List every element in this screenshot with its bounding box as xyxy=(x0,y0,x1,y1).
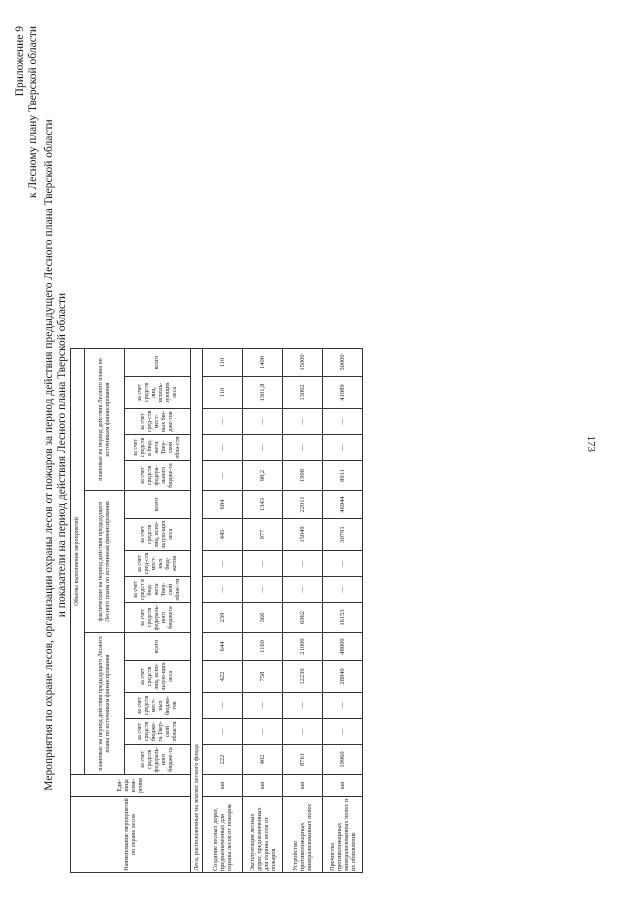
subheader-cell: всего xyxy=(125,633,191,661)
value-cell: — xyxy=(203,409,243,435)
value-cell: 22011 xyxy=(283,491,323,519)
value-cell: — xyxy=(283,435,323,461)
appendix-line-2: к Лесному плану Тверской области xyxy=(27,26,39,199)
value-cell: — xyxy=(323,693,363,719)
value-cell: — xyxy=(203,693,243,719)
value-cell: — xyxy=(243,551,283,577)
value-cell: — xyxy=(283,693,323,719)
table-row xyxy=(323,349,363,873)
value-cell: — xyxy=(323,435,363,461)
value-cell: — xyxy=(203,719,243,745)
value-cell: — xyxy=(283,409,323,435)
value-cell: 222 xyxy=(203,745,243,775)
table-row xyxy=(243,349,283,873)
value-cell: 8761 xyxy=(283,745,323,775)
value-cell: 366 xyxy=(243,603,283,633)
header-name: Наименование мероприятий по охране лесов xyxy=(71,797,191,873)
value-cell: 1400 xyxy=(243,349,283,377)
document-title-line-2: и показатели на период действия Лесного плана Тверской области xyxy=(56,292,68,618)
appendix-caption xyxy=(14,26,40,198)
activity-name: Прочистка противопожарных минерализованных полос и их обновление xyxy=(323,797,363,873)
subheader-cell: за счет средств федера-льного бюдже-та xyxy=(125,461,191,491)
unit-cell: км xyxy=(243,775,283,797)
subheader-cell: всего xyxy=(125,349,191,377)
value-cell: 13002 xyxy=(283,377,323,409)
value-cell: 402 xyxy=(243,745,283,775)
value-cell: — xyxy=(203,461,243,491)
subheader-cell: за счет средств федераль-ного бюдже-та xyxy=(125,745,191,775)
value-cell: 110 xyxy=(203,377,243,409)
value-cell: — xyxy=(323,409,363,435)
value-cell: — xyxy=(283,719,323,745)
subheader-cell: за счет средств федераль-ного бюджета xyxy=(125,603,191,633)
value-cell: 19960 xyxy=(323,745,363,775)
value-cell: 1160 xyxy=(243,633,283,661)
subheader-cell: за счет средст в бюд-жета Твер-ской облас-ти xyxy=(125,577,191,603)
value-cell: 8911 xyxy=(323,461,363,491)
value-cell: 1343 xyxy=(243,491,283,519)
value-cell: — xyxy=(243,719,283,745)
activity-name: Эксплуатация лесных дорог, предназначенных для охраны лесов от пожаров xyxy=(243,797,283,873)
document-title-line-1: Мероприятия по охране лесов, организации охраны лесов от пожаров за период действия предыдущего Лесного плана Тверской области xyxy=(43,119,55,791)
value-cell: — xyxy=(243,577,283,603)
value-cell: 21000 xyxy=(283,633,323,661)
subheader-cell: за счет средств мест-ных бюдже-тов xyxy=(125,693,191,719)
table-row xyxy=(283,349,323,873)
header-unit: Еди-ница изме-рения xyxy=(71,775,191,797)
activity-name: Устройство противопожарных минерализованных полос xyxy=(283,797,323,873)
value-cell: 46944 xyxy=(323,491,363,519)
page-number: 173 xyxy=(585,435,597,452)
value-cell: 644 xyxy=(203,633,243,661)
activity-name: Создание лесных дорог, предназначенных для охраны лесов от пожаров xyxy=(203,797,243,873)
unit-cell: км xyxy=(203,775,243,797)
value-cell: — xyxy=(203,577,243,603)
value-cell: 445 xyxy=(203,519,243,551)
table-row xyxy=(203,349,243,873)
value-cell: 422 xyxy=(203,661,243,693)
subheader-cell: за счет средств лиц, испо-льзую-щих леса xyxy=(125,519,191,551)
value-cell: 16153 xyxy=(323,603,363,633)
value-cell: — xyxy=(243,693,283,719)
subheader-cell: за счет средств в бюд-жета Твер-ской обла-сти xyxy=(125,435,191,461)
value-cell: 48800 xyxy=(323,633,363,661)
value-cell: 977 xyxy=(243,519,283,551)
value-cell: — xyxy=(323,577,363,603)
header-planned-new: плановые на период действия Лесного плана по источникам финансирования xyxy=(85,349,125,491)
section-label: Леса, расположенные на землях лесного фонда xyxy=(191,349,203,873)
appendix-line-1: Приложение 9 xyxy=(14,26,26,97)
header-volumes: Объемы выполнения мероприятий xyxy=(71,349,85,775)
value-cell: — xyxy=(283,551,323,577)
value-cell: 684 xyxy=(203,491,243,519)
subheader-cell: всего xyxy=(125,491,191,519)
subheader-cell: за счет сред-ств мест-ных бю-дже-тов xyxy=(125,409,191,435)
unit-cell: км xyxy=(323,775,363,797)
value-cell: 110 xyxy=(203,349,243,377)
header-actual-prev: фактические на период действия предыдущего Лесного плана по источникам финансирования xyxy=(85,491,125,633)
value-cell: 239 xyxy=(203,603,243,633)
value-cell: 6962 xyxy=(283,603,323,633)
subheader-cell: за счет средств лиц, испо-льзую-щих леса xyxy=(125,661,191,693)
value-cell: 41089 xyxy=(323,377,363,409)
value-cell: 30791 xyxy=(323,519,363,551)
subheader-cell: за счет средств лиц, исполь-зующих леса xyxy=(125,377,191,409)
value-cell: 28840 xyxy=(323,661,363,693)
subheader-cell: за счет средств бюдже-та Твер-ской области xyxy=(125,719,191,745)
value-cell: — xyxy=(203,551,243,577)
unit-cell: км xyxy=(283,775,323,797)
value-cell: 98,2 xyxy=(243,461,283,491)
value-cell: 15049 xyxy=(283,519,323,551)
value-cell: 1998 xyxy=(283,461,323,491)
header-planned-prev: плановые на период действия предыдущего Лесного плана по источникам финансирования xyxy=(85,633,125,775)
fire-protection-table xyxy=(70,348,363,873)
value-cell: — xyxy=(203,435,243,461)
value-cell: — xyxy=(323,719,363,745)
value-cell: — xyxy=(243,435,283,461)
value-cell: 50000 xyxy=(323,349,363,377)
value-cell: — xyxy=(243,409,283,435)
subheader-cell: за счет сред-ств мест-ных бюд-жетов xyxy=(125,551,191,577)
value-cell: — xyxy=(283,577,323,603)
value-cell: 15000 xyxy=(283,349,323,377)
value-cell: 758 xyxy=(243,661,283,693)
value-cell: — xyxy=(323,551,363,577)
value-cell: 1301,8 xyxy=(243,377,283,409)
value-cell: 12239 xyxy=(283,661,323,693)
